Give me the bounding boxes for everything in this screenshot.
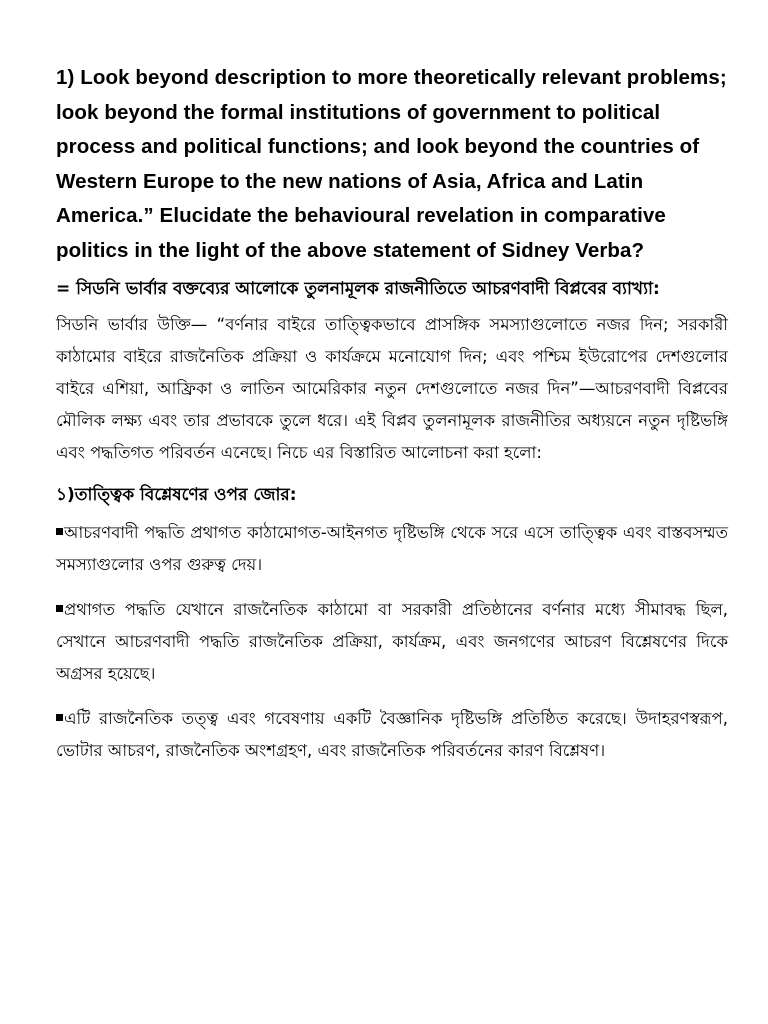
bullet-item [56, 594, 728, 690]
bullet-text: প্রথাগত পদ্ধতি যেখানে রাজনৈতিক কাঠামো বা সরকারী প্রতিষ্ঠানের বর্ণনার মধ্যে সীমাবদ্ধ ছিল, সেখানে আচরণবাদী পদ্ধতি রাজনৈতিক প্রক্রিয়া, কার্যক্রম, এবং জনগণের আচরণ বিশ্লেষণের দিকে অগ্রসর হয়েছে। [56, 600, 728, 683]
bullet-text: এটি রাজনৈতিক তত্ত্ব এবং গবেষণায় একটি বৈজ্ঞানিক দৃষ্টিভঙ্গি প্রতিষ্ঠিত করেছে। উদাহরণস্বরূপ, ভোটার আচরণ, রাজনৈতিক অংশগ্রহণ, এবং রাজনৈতিক পরিবর্তনের কারণ বিশ্লেষণ। [56, 709, 728, 760]
square-bullet-icon [56, 528, 63, 535]
bullet-text: আচরণবাদী পদ্ধতি প্রথাগত কাঠামোগত-আইনগত দৃষ্টিভঙ্গি থেকে সরে এসে তাত্ত্বিক এবং বাস্তবসম্মত সমস্যাগুলোর ওপর গুরুত্ব দেয়। [56, 523, 728, 574]
intro-paragraph: সিডনি ভার্বার উক্তি— “বর্ণনার বাইরে তাত্ত্বিকভাবে প্রাসঙ্গিক সমস্যাগুলোতে নজর দিন; সরকারী কাঠামোর বাইরে রাজনৈতিক প্রক্রিয়া ও কার্যক্রমে মনোযোগ দিন; এবং পশ্চিম ইউরোপের দেশগুলোর বাইরে এশিয়া, আফ্রিকা ও লাতিন আমেরিকার নতুন দেশগুলোতে নজর দিন”—আচরণবাদী বিপ্লবের মৌলিক লক্ষ্য এবং তার প্রভাবকে তুলে ধরে। এই বিপ্লব তুলনামূলক রাজনীতির অধ্যয়নে নতুন দৃষ্টিভঙ্গি এবং পদ্ধতিগত পরিবর্তন এনেছে। নিচে এর বিস্তারিত আলোচনা করা হলো: [56, 315, 728, 462]
bullet-item [56, 517, 728, 581]
square-bullet-icon [56, 605, 63, 612]
answer-heading: = সিডনি ভার্বার বক্তব্যের আলোকে তুলনামূলক রাজনীতিতে আচরণবাদী বিপ্লবের ব্যাখ্যা: [56, 279, 660, 299]
square-bullet-icon [56, 714, 63, 721]
question-text: 1) Look beyond description to more theoretically relevant problems; look beyond the formal institutions of government to political process and political functions; and look beyond the countries of Western Europe to the new nations of Asia, Africa and Latin America.” Elucidate the behavioural revelation in comparative politics in the light of the above statement of Sidney Verba? [56, 66, 727, 262]
bullet-item [56, 703, 728, 767]
section-heading: ১)তাত্ত্বিক বিশ্লেষণের ওপর জোর: [56, 485, 297, 505]
